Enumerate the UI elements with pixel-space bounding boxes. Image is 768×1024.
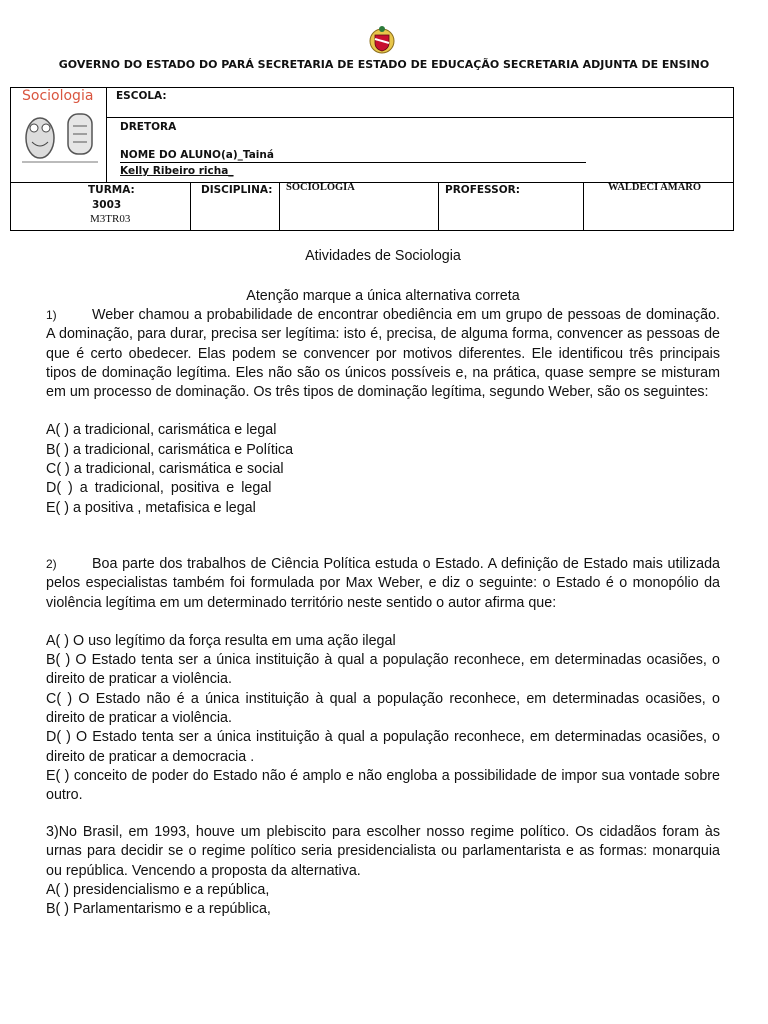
turma-code: M3TR03: [90, 213, 131, 225]
question-1-text: Weber chamou a probabilidade de encontrar obediência em um grupo de pessoas de dominação. A dominação, para durar, precisa ser legítima: isto é, precisa, de alguma forma, convencer as pessoas de que é certo obedecer. Elas podem se convencer por motivos diferentes. Ele identificou três principais tipos de dominação legítima. Eles não são os únicos possíveis e, na prática, quase sempre se misturam em um processo de dominação. Os três tipos de dominação legítima, segundo Weber, são os seguintes:: [46, 307, 720, 401]
professor-value: WALDECI AMARO: [608, 182, 702, 193]
q1-option-c: C( ) a tradicional, carismática e social: [46, 461, 284, 478]
student-name-field: NOME DO ALUNO(a)_Tainá: [120, 149, 274, 161]
q2-option-d: D( ) O Estado tenta ser a única instituição à qual a população reconhece, em determinadas ocasiões, o direito de praticar a democracia .: [46, 729, 720, 765]
question-2-text: Boa parte dos trabalhos de Ciência Política estuda o Estado. A definição de Estado mais utilizada pelos especialistas também foi formulada por Max Weber, e diz o seguinte: o Estado é o monopólio da violência legítima em um determinado território neste sentido o autor afirma que:: [46, 556, 720, 611]
turma-value: 3003: [92, 199, 122, 211]
question-2-number: 2): [46, 557, 57, 571]
q1-option-a: A( ) a tradicional, carismática e legal: [46, 422, 277, 439]
turma-label: TURMA:: [88, 184, 135, 196]
diretora-label: DRETORA: [120, 121, 177, 133]
escola-label: ESCOLA:: [116, 90, 167, 102]
instruction: Atenção marque a única alternativa correta: [246, 288, 520, 304]
page-title: Atividades de Sociologia: [305, 248, 461, 264]
sociologia-logo-text: Sociologia: [22, 88, 94, 104]
q2-option-e: E( ) conceito de poder do Estado não é amplo e não engloba a possibilidade de impor sua vontade sobre outro.: [46, 767, 720, 804]
question-3: [46, 823, 720, 919]
question-2: [46, 555, 720, 806]
q2-option-a: A( ) O uso legítimo da força resulta em uma ação ilegal: [46, 632, 396, 649]
disciplina-value: SOCIOLOGIA: [286, 182, 355, 193]
state-crest-icon: [366, 24, 398, 56]
q2-option-c: C( ) O Estado não é a única instituição à qual a população reconhece, em determinadas ocasiões, o direito de praticar a violência.: [46, 690, 720, 727]
question-1: [46, 306, 720, 518]
professor-label: PROFESSOR:: [445, 184, 520, 196]
q1-option-d: D( ) a tradicional, positiva e legal: [46, 480, 272, 497]
question-3-text: 3)No Brasil, em 1993, houve um plebiscito para escolher nosso regime político. Os cidadãos foram às urnas para decidir se o regime político seria presidencialista ou parlamentarista e as formas: monarquia ou república. Vencendo a proposta da alternativa.: [46, 824, 720, 879]
q1-option-e: E( ) a positiva , metafisica e legal: [46, 499, 256, 516]
q3-option-a: A( ) presidencialismo e a república,: [46, 881, 270, 898]
disciplina-label: DISCIPLINA:: [201, 184, 273, 196]
government-title: GOVERNO DO ESTADO DO PARÁ SECRETARIA DE ESTADO DE EDUCAÇÃO SECRETARIA ADJUNTA DE ENSINO: [58, 58, 710, 71]
q2-option-b: B( ) O Estado tenta ser a única instituição à qual a população reconhece, em determinadas ocasiões, o direito de praticar a violência.: [46, 652, 720, 688]
student-name-line2: Kelly Ribeiro richa_: [120, 165, 234, 177]
q1-option-b: B( ) a tradicional, carismática e Política: [46, 441, 294, 458]
question-1-number: 1): [46, 308, 57, 322]
owl-logo-icon: [18, 106, 102, 166]
q3-option-b: B( ) Parlamentarismo e a república,: [46, 901, 271, 918]
